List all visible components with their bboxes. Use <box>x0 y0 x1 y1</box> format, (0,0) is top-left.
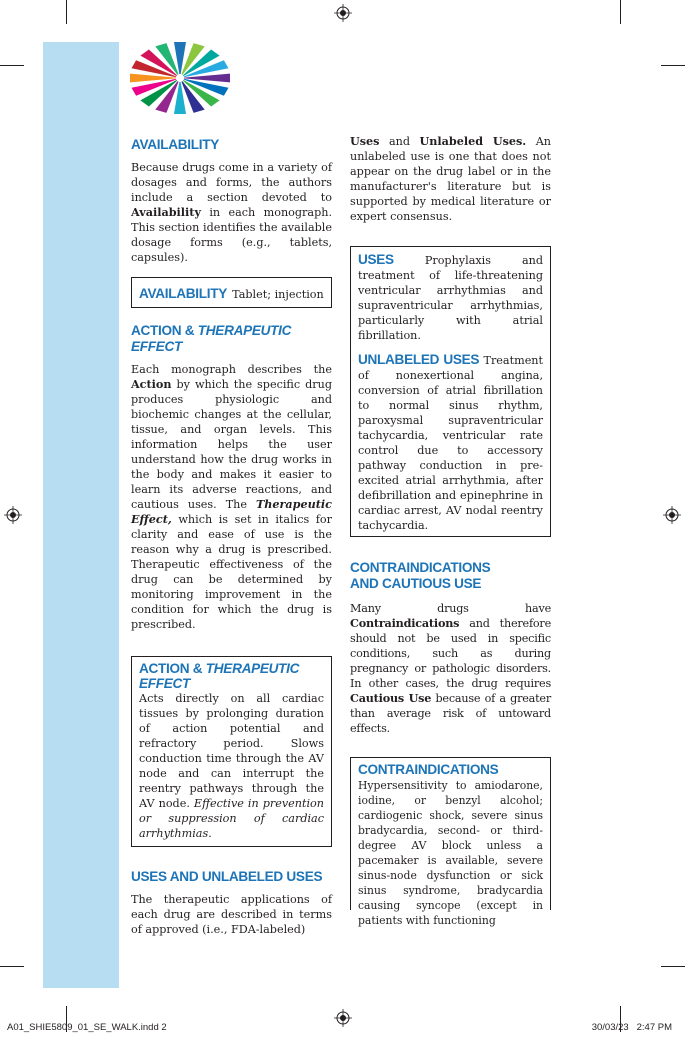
sidebar-band <box>43 42 119 988</box>
crop-mark-left-top <box>0 65 24 66</box>
registration-mark-icon <box>4 506 22 524</box>
contra-box-text: CONTRAINDICATIONS Hypersensitivity to amiodarone, iodine, or benzyl alcohol; cardiogenic shock, severe sinus bradycardia, second- or third-degree AV block unless a pacemaker is available, severe sinus-node dysfunction or sick sinus syndrome, bradycardia causing syncope (except in patients with functioning <box>358 762 543 927</box>
registration-mark-icon <box>334 4 352 22</box>
action-body: Each monograph describes the Action by which the specific drug produces physiologic and biochemic changes at the cellular, tissue, and organ levels. This information helps the user understand how the drug works in the body and makes it easier to learn its adverse reactions, and cautious uses. The Therapeutic Effect, which is set in italics for clarity and ease of use is the reason why a drug is prescribed. Therapeutic effectiveness of the drug can be determined by monitoring improvement in the condition for which the drug is prescribed. <box>131 363 333 631</box>
left-column <box>131 134 332 937</box>
availability-heading: AVAILABILITY <box>131 137 220 152</box>
action-box-label: ACTION & THERAPEUTIC EFFECT <box>139 661 300 691</box>
footer-date: 30/03/23 2:47 PM <box>591 1022 672 1033</box>
registration-mark-icon <box>334 1009 352 1027</box>
uses-box-uses: USES Prophylaxis and treatment of life-threatening ventricular arrhythmias and supraventricular arrhythmias, particularly with atrial fibrillation. <box>358 252 543 342</box>
starburst-logo <box>127 40 233 116</box>
contra-body: Many drugs have Contraindications and therefore should not be used in specific conditions, such as during pregnancy or pathologic disorders. In other cases, the drug requires Cautious Use because of a greater than average risk of untoward effects. <box>350 602 551 735</box>
availability-body: Because drugs come in a variety of dosages and forms, the authors include a section devoted to Availability in each monograph. This section identifies the available dosage forms (e.g., tablets, capsules). <box>131 161 333 264</box>
availability-box-label: AVAILABILITY <box>139 286 228 301</box>
uses-heading: USES AND UNLABELED USES <box>131 869 323 884</box>
availability-box <box>131 277 332 308</box>
uses-continued: Uses and Unlabeled Uses. An unlabeled use is one that does not appear on the drug label or in the manufacturer's literature but is supported by medical literature or expert consensus. <box>350 134 551 223</box>
action-box-text: Acts directly on all cardiac tissues by prolonging duration of action potential and refractory period. Slows conduction time through the AV node and can interrupt the reentry pathways through the AV node. Effective in prevention or suppression of cardiac arrhythmias. <box>139 692 324 840</box>
crop-mark-top-left <box>66 0 67 24</box>
crop-mark-left-bottom <box>0 966 24 967</box>
registration-mark-icon <box>663 506 681 524</box>
right-column <box>350 134 551 927</box>
uses-body: The therapeutic applications of each drug are described in terms of approved (i.e., FDA-labeled) <box>131 893 332 936</box>
crop-mark-top-right <box>620 0 621 24</box>
contra-heading: CONTRAINDICATIONS AND CAUTIOUS USE <box>350 560 491 591</box>
action-box <box>131 656 332 847</box>
uses-box-unlabeled: UNLABELED USES Treatment of nonexertional angina, conversion of atrial fibrillation to normal sinus rhythm, paroxysmal supraventricular tachycardia, ventricular rate control due to accessory pathway conduction in pre-excited atrial arrhythmia, after defibrillation and epinephrine in cardiac arrest, AV nodal reentry tachycardia. <box>358 352 544 532</box>
contra-box <box>350 757 551 927</box>
crop-mark-right-top <box>661 65 685 66</box>
availability-box-text: Tablet; injection <box>232 288 324 301</box>
action-heading: ACTION & THERAPEUTIC EFFECT <box>131 323 292 354</box>
crop-mark-right-bottom <box>661 966 685 967</box>
uses-box <box>350 246 551 537</box>
footer-file: A01_SHIE5809_01_SE_WALK.indd 2 <box>7 1022 167 1033</box>
